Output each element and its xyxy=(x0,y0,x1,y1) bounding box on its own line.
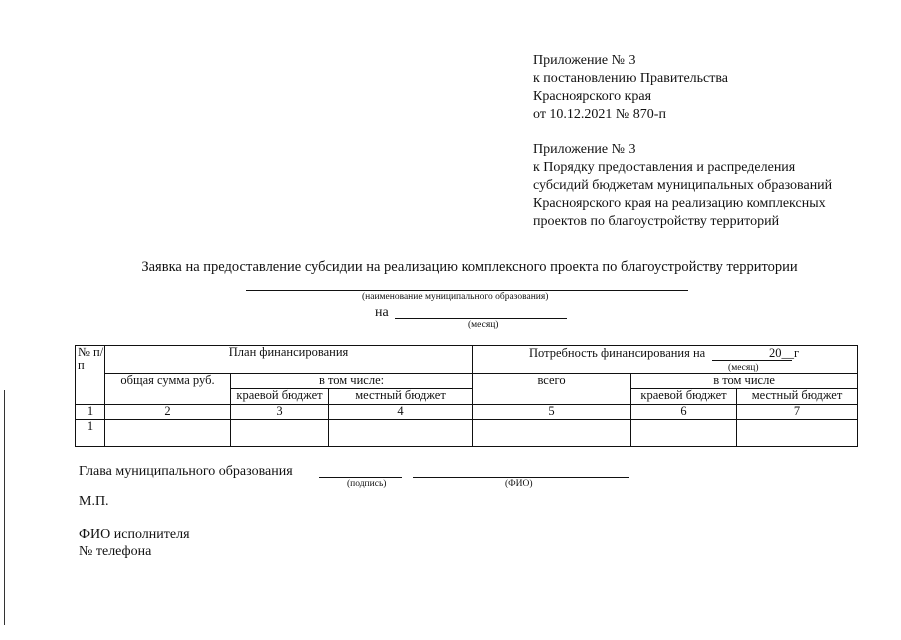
table-cell xyxy=(329,420,473,447)
plan-header-cell xyxy=(105,346,473,374)
need-header-cell xyxy=(473,346,858,374)
head-of-municipality-label: Глава муниципального образования xyxy=(79,464,293,479)
table-cell xyxy=(631,420,737,447)
row-number-cell: 1 xyxy=(76,420,105,447)
need-month-line xyxy=(712,360,792,361)
seal-label: М.П. xyxy=(79,494,109,509)
month-caption: (месяц) xyxy=(468,320,499,330)
local-budget-need-label: местный бюджет xyxy=(751,388,843,402)
including-plan-cell xyxy=(231,374,473,389)
name-caption: (ФИО) xyxy=(505,479,533,489)
month-line xyxy=(395,318,567,319)
table-cell xyxy=(473,420,631,447)
financing-table xyxy=(75,345,858,447)
local-budget-plan-label: местный бюджет xyxy=(355,388,446,402)
column-number-cell: 3 xyxy=(231,405,329,420)
appendix-line: проектов по благоустройству территорий xyxy=(533,214,780,229)
municipality-name-line xyxy=(246,290,688,291)
need-header-label: Потребность финансирования на xyxy=(529,346,706,360)
appendix-line: к постановлению Правительства xyxy=(533,71,729,86)
total-sum-cell xyxy=(105,374,231,405)
regional-budget-plan-label: краевой бюджет xyxy=(236,388,323,402)
document-title: Заявка на предоставление субсидии на реализацию комплексного проекта по благоустройству территории xyxy=(141,259,798,275)
regional-budget-need-cell xyxy=(631,389,737,405)
table-cell xyxy=(231,420,329,447)
column-number-cell: 7 xyxy=(737,405,858,420)
appendix-line: Красноярского края на реализацию комплексных xyxy=(533,196,826,211)
regional-budget-plan-cell xyxy=(231,389,329,405)
left-margin-rule xyxy=(4,390,5,625)
need-month-caption: (месяц) xyxy=(728,363,759,373)
num-header-cell xyxy=(76,346,105,405)
signature-line xyxy=(319,477,402,478)
appendix-line: Приложение № 3 xyxy=(533,53,636,68)
signature-caption: (подпись) xyxy=(347,479,387,489)
table-subheader-row xyxy=(76,374,858,389)
appendix-line: к Порядку предоставления и распределения xyxy=(533,160,796,175)
column-number-cell: 2 xyxy=(105,405,231,420)
plan-header-label: План финансирования xyxy=(228,345,349,359)
column-number-cell: 6 xyxy=(631,405,737,420)
local-budget-need-cell xyxy=(737,389,858,405)
column-number-cell: 5 xyxy=(473,405,631,420)
appendix-line: Приложение № 3 xyxy=(533,142,636,157)
need-year-label: 20__г xyxy=(769,346,800,360)
appendix-line: субсидий бюджетам муниципальных образований xyxy=(533,178,833,193)
municipality-caption: (наименование муниципального образования) xyxy=(362,292,549,302)
column-number-row xyxy=(76,405,858,420)
column-number-cell: 4 xyxy=(329,405,473,420)
num-header-label: № п/п xyxy=(78,345,104,372)
executor-label: ФИО исполнителя xyxy=(79,527,190,542)
total-need-cell xyxy=(473,374,631,405)
regional-budget-need-label: краевой бюджет xyxy=(640,388,727,402)
table-header-row xyxy=(76,346,858,374)
total-sum-label: общая сумма руб. xyxy=(120,373,215,387)
including-plan-label: в том числе: xyxy=(318,373,385,387)
column-number-cell: 1 xyxy=(76,405,105,420)
local-budget-plan-cell xyxy=(329,389,473,405)
table-cell xyxy=(737,420,858,447)
on-label: на xyxy=(375,305,389,320)
including-need-cell xyxy=(631,374,858,389)
appendix-block-procedure xyxy=(533,141,832,231)
table-cell xyxy=(105,420,231,447)
appendix-line: Красноярского края xyxy=(533,89,652,104)
total-need-label: всего xyxy=(537,373,566,387)
appendix-block-resolution xyxy=(533,52,728,124)
appendix-line: от 10.12.2021 № 870-п xyxy=(533,107,666,122)
table-row xyxy=(76,420,858,447)
name-line xyxy=(413,477,629,478)
including-need-label: в том числе xyxy=(713,373,775,387)
phone-label: № телефона xyxy=(79,544,152,559)
